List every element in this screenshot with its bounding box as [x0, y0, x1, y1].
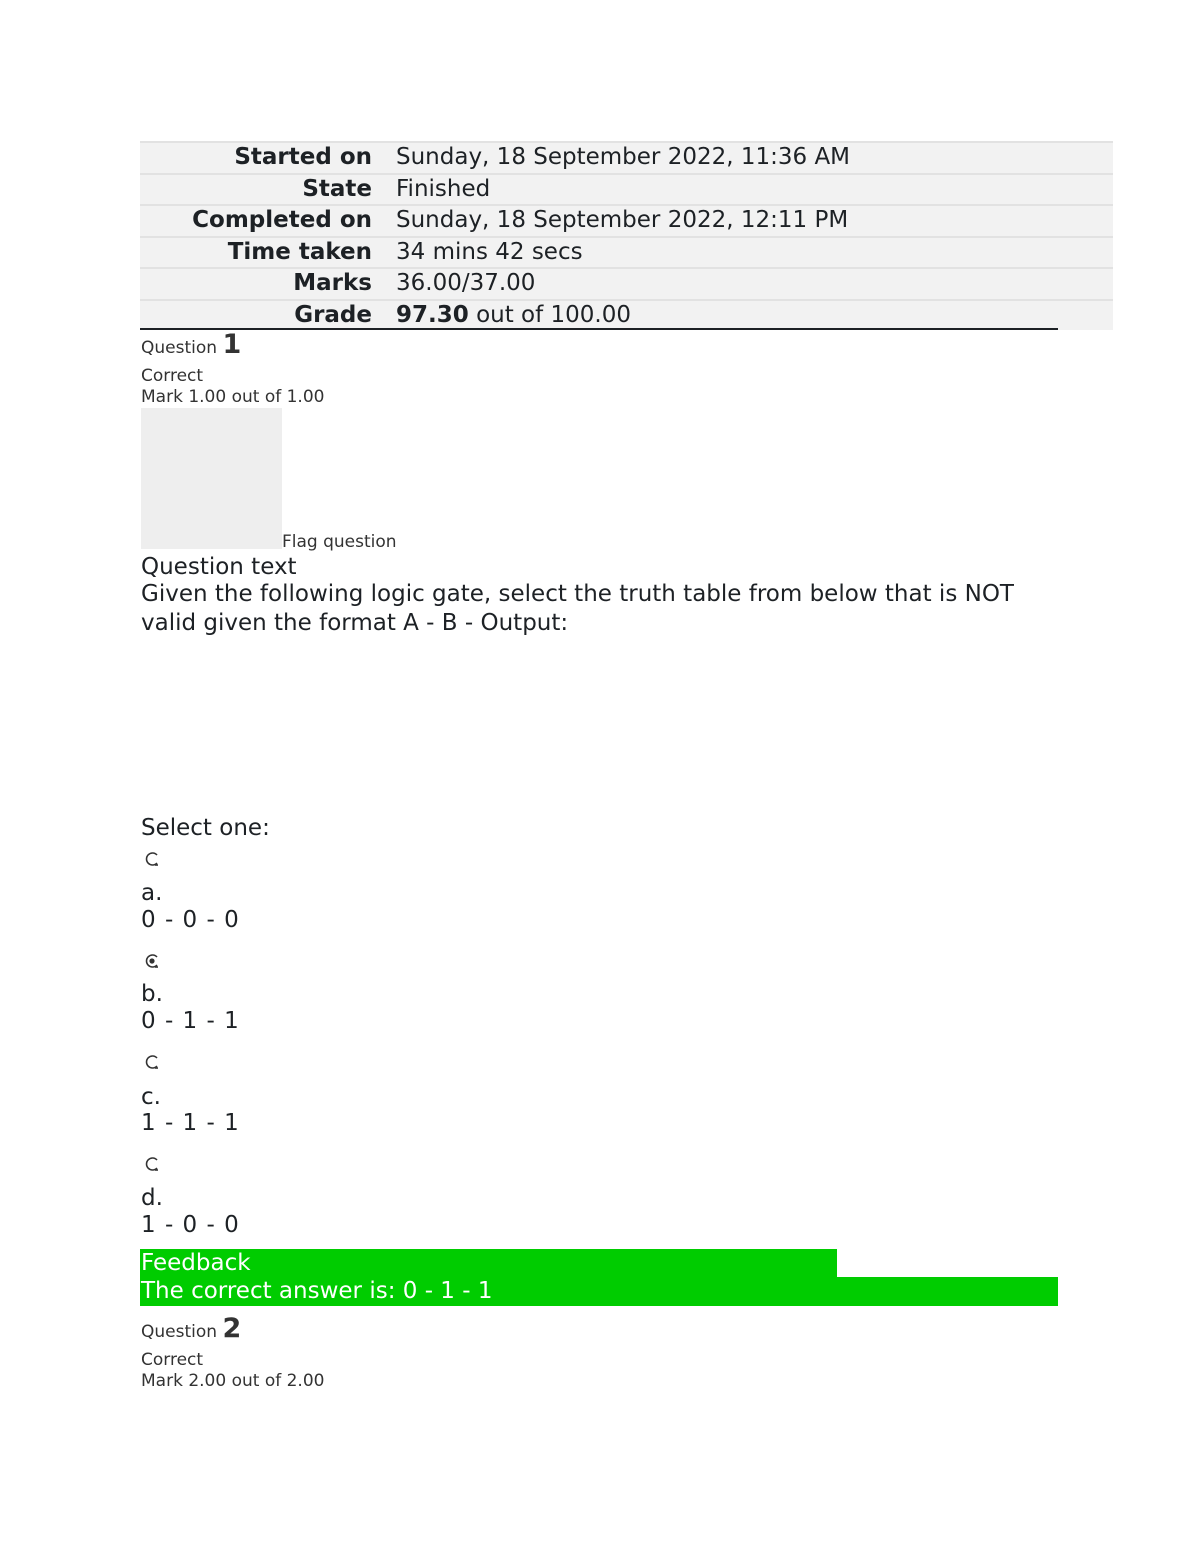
option-a-letter: a. [141, 880, 163, 906]
summary-row-completed [140, 204, 1113, 236]
option-d-letter: d. [141, 1185, 163, 1211]
summary-label: Grade [140, 299, 384, 331]
summary-row-started [140, 141, 1113, 173]
question-number: 1 [222, 329, 242, 360]
radio-selected-icon [144, 953, 160, 969]
summary-divider [140, 328, 1058, 330]
summary-row-time-taken [140, 236, 1113, 268]
summary-row-marks [140, 267, 1113, 299]
attempt-summary-table [140, 141, 1113, 330]
select-one-prompt: Select one: [141, 815, 270, 841]
option-d-value: 1 - 0 - 0 [141, 1212, 240, 1238]
question-label: Question [141, 1322, 218, 1342]
question-1-status: Correct [141, 366, 204, 386]
option-a-value: 0 - 0 - 0 [141, 907, 240, 933]
summary-row-grade [140, 299, 1113, 331]
question-1-mark: Mark 1.00 out of 1.00 [141, 387, 325, 407]
question-number: 2 [222, 1313, 242, 1344]
grade-suffix: out of 100.00 [468, 301, 632, 328]
option-b-radio[interactable] [144, 953, 158, 967]
option-c-letter: c. [141, 1084, 161, 1110]
summary-label: Marks [140, 267, 384, 299]
summary-value [384, 299, 1113, 331]
question-1-header [141, 329, 242, 360]
summary-value: 36.00/37.00 [384, 267, 1113, 299]
feedback-text: The correct answer is: 0 - 1 - 1 [141, 1278, 493, 1304]
question-text: Given the following logic gate, select the truth table from below that is NOT valid given the format A - B - Output: [141, 581, 1014, 636]
feedback-heading: Feedback [141, 1250, 251, 1276]
option-d-radio[interactable] [144, 1156, 158, 1170]
grade-value: 97.30 [396, 301, 469, 328]
summary-value: Sunday, 18 September 2022, 12:11 PM [384, 204, 1113, 236]
summary-label: Completed on [140, 204, 384, 236]
flag-question-link[interactable]: Flag question [282, 532, 397, 552]
option-a-radio[interactable] [144, 851, 158, 865]
question-2-header [141, 1313, 242, 1344]
option-c-radio[interactable] [144, 1054, 158, 1068]
option-b-letter: b. [141, 981, 163, 1007]
summary-label: State [140, 173, 384, 205]
option-b-value: 0 - 1 - 1 [141, 1008, 240, 1034]
question-2-status: Correct [141, 1350, 204, 1370]
summary-value: Finished [384, 173, 1113, 205]
summary-value: Sunday, 18 September 2022, 11:36 AM [384, 141, 1113, 173]
radio-unselected-icon [144, 851, 160, 867]
question-label: Question [141, 338, 218, 358]
summary-label: Started on [140, 141, 384, 173]
summary-value: 34 mins 42 secs [384, 236, 1113, 268]
flag-icon[interactable] [141, 408, 282, 549]
option-c-value: 1 - 1 - 1 [141, 1110, 240, 1136]
radio-unselected-icon [144, 1054, 160, 1070]
question-text-heading: Question text [141, 554, 297, 580]
summary-label: Time taken [140, 236, 384, 268]
radio-unselected-icon [144, 1156, 160, 1172]
question-2-mark: Mark 2.00 out of 2.00 [141, 1371, 325, 1391]
summary-row-state [140, 173, 1113, 205]
